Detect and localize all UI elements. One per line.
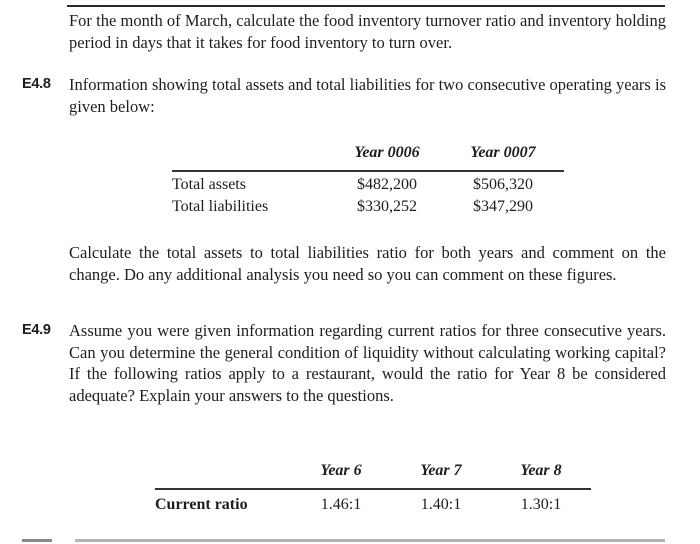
cut-off-text-line [22,539,52,542]
table-header-rule [172,170,564,172]
cell-ratio-year-8: 1.30:1 [520,496,562,513]
table-header-blank [155,462,291,486]
table-row [155,494,591,516]
cell-liabilities-0007: $347,290 [473,198,533,215]
exercise-e4-8-followup: Calculate the total assets to total liabilities ratio for both years and comment on the change. Do any additional analysis you need so you can comment on these figures. [69,243,666,284]
row-label-current-ratio: Current ratio [155,496,248,513]
table-row [172,174,564,196]
exercise-e4-9-text: Assume you were given information regarding current ratios for three consecutive years. Can you determine the general condition of liquidity without calculating working capital? If the following ratios apply to a restaurant, would the ratio for Year 8 be considered adequate? Explain your answers to the questions. [69,321,666,405]
exercise-label-e4-8: E4.8 [22,76,51,92]
cell-assets-0007: $506,320 [473,176,533,193]
table-header-blank [172,144,332,168]
cell-liabilities-0006: $330,252 [357,198,417,215]
assets-liabilities-table [172,144,564,218]
cell-ratio-year-6: 1.46:1 [320,496,362,513]
header-year-0007: Year 0007 [470,144,536,161]
header-year-0006: Year 0006 [354,144,420,161]
cut-off-text-line [75,539,665,542]
top-rule [67,5,665,7]
header-year-7: Year 7 [420,462,462,479]
header-year-6: Year 6 [320,462,362,479]
exercise-label-e4-9: E4.9 [22,322,51,338]
table-row [172,196,564,218]
exercise-e4-8-text: Information showing total assets and total liabilities for two consecutive operating years is given below: [69,75,666,116]
table-header-rule [155,488,591,490]
cell-ratio-year-7: 1.40:1 [420,496,462,513]
intro-paragraph: For the month of March, calculate the food inventory turnover ratio and inventory holding period in days that it takes for food inventory to turn over. [69,11,666,52]
cell-assets-0006: $482,200 [357,176,417,193]
row-label-total-assets: Total assets [172,176,246,193]
row-label-total-liabilities: Total liabilities [172,198,269,215]
header-year-8: Year 8 [520,462,562,479]
